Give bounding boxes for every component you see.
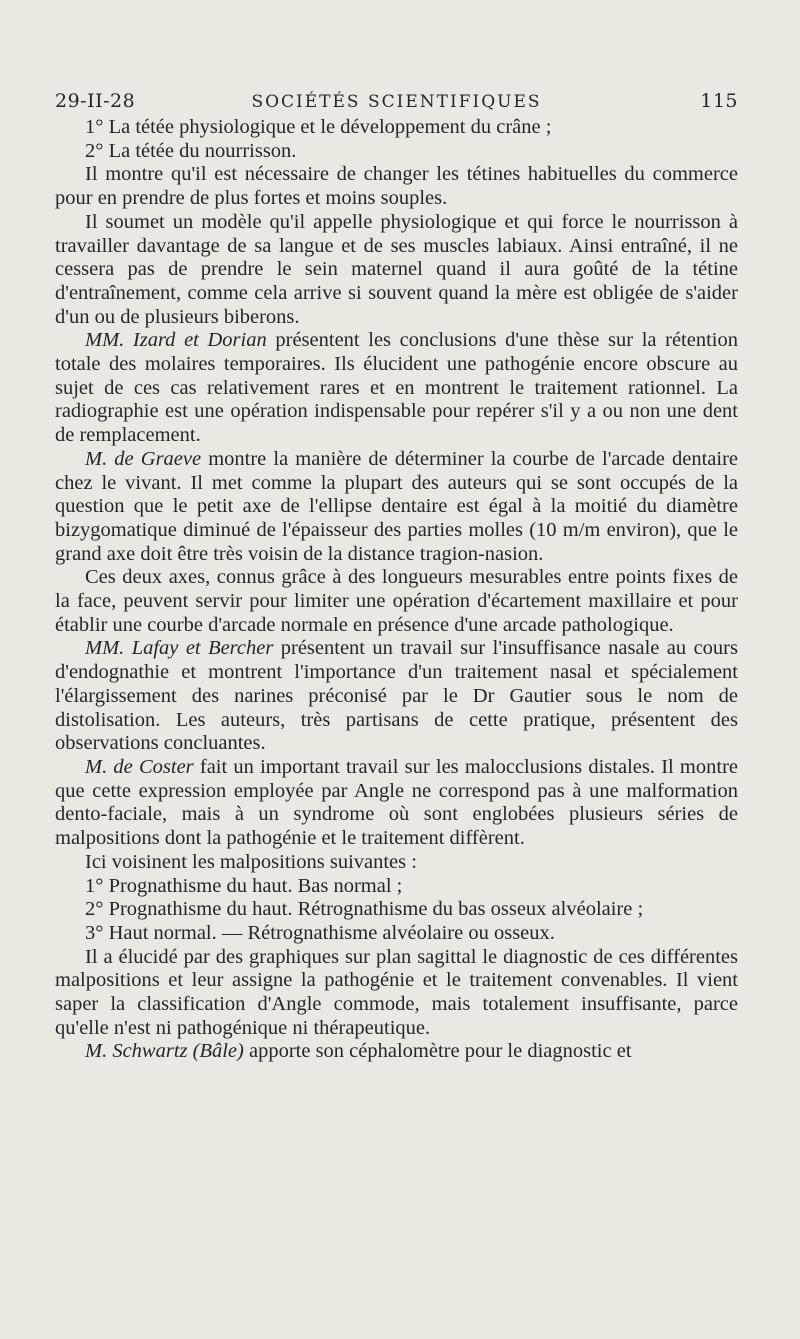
author-names: M. de Coster xyxy=(85,755,194,778)
paragraph: M. de Graeve montre la manière de déterminer la courbe de l'arcade dentaire chez le vivant. Il met comme la plupart des auteurs qui se sont occupés de la question que le petit axe de l'ellipse dentaire est égal à la moitié du diamètre bizygomatique diminué de l'épaisseur des parties molles (10 m/m environ), que le grand axe doit être très voisin de la distance tragion-nasion. xyxy=(55,447,738,565)
paragraph: Il montre qu'il est nécessaire de changer les tétines habituelles du commerce pour en prendre de plus fortes et moins souples. xyxy=(55,163,738,210)
author-names: MM. Izard et Dorian xyxy=(85,329,267,352)
list-item: 1° Prognathisme du haut. Bas normal ; xyxy=(85,874,403,897)
header-date: 29-II-28 xyxy=(55,90,136,112)
list-item: 2° Prognathisme du haut. Rétrognathisme du bas osseux alvéolaire ; xyxy=(85,898,644,921)
paragraph: M. Schwartz (Bâle) apporte son céphalomètre pour le diagnostic et xyxy=(85,1040,632,1063)
body-text xyxy=(55,116,738,1064)
paragraph: Ici voisinent les malpositions suivantes : xyxy=(85,850,417,873)
author-names: MM. Lafay et Bercher xyxy=(85,637,274,660)
paragraph: Il soumet un modèle qu'il appelle physiologique et qui force le nourrisson à travailler davantage de sa langue et de ses muscles labiaux. Ainsi entraîné, il ne cessera pas de prendre le sein maternel quand il aura goûté de la tétine d'entraînement, comme cela arrive si souvent quand la mère est obligée de s'aider d'un ou de plusieurs biberons. xyxy=(55,210,738,328)
author-names: M. de Graeve xyxy=(85,447,202,470)
paragraph: MM. Izard et Dorian présentent les conclusions d'une thèse sur la rétention totale des molaires temporaires. Ils élucident une pathogénie encore obscure au sujet de ces cas relativement rares et en montrent le traitement rationnel. La radiographie est une opération indispensable pour repérer s'il y a ou non une dent de remplacement. xyxy=(55,329,738,447)
paragraph: M. de Coster fait un important travail sur les malocclusions distales. Il montre que cette expression employée par Angle ne correspond pas à une malformation dento-faciale, mais à un syndrome où sont englobées plusieurs séries de malpositions dont la pathogénie et le traitement diffèrent. xyxy=(55,755,738,850)
page-number: 115 xyxy=(700,90,738,112)
paragraph: Ces deux axes, connus grâce à des longueurs mesurables entre points fixes de la face, peuvent servir pour limiter une opération d'écartement maxillaire et pour établir une courbe d'arcade normale en présence d'une arcade pathologique. xyxy=(55,566,738,636)
author-names: M. Schwartz (Bâle) xyxy=(85,1040,244,1063)
paragraph: 2° La tétée du nourrisson. xyxy=(85,139,297,162)
page-header xyxy=(55,90,738,112)
paragraph: Il a élucidé par des graphiques sur plan sagittal le diagnostic de ces différentes malpositions et leur assigne la pathogénie et le traitement convenables. Il vient saper la classification d'Angle commode, mais totalement insuffisante, parce qu'elle n'est ni pathogénique ni thérapeutique. xyxy=(55,945,738,1039)
list-item: 3° Haut normal. — Rétrognathisme alvéolaire ou osseux. xyxy=(85,921,555,944)
paragraph: MM. Lafay et Bercher présentent un travail sur l'insuffisance nasale au cours d'endognathie et montrent l'importance d'un traitement nasal et spécialement l'élargissement des narines préconisé par le Dr Gautier sous le nom de distolisation. Les auteurs, très partisans de cette pratique, présentent des observations concluantes. xyxy=(55,637,738,755)
paragraph: 1° La tétée physiologique et le développement du crâne ; xyxy=(85,116,552,138)
running-title: SOCIÉTÉS SCIENTIFIQUES xyxy=(251,92,542,112)
